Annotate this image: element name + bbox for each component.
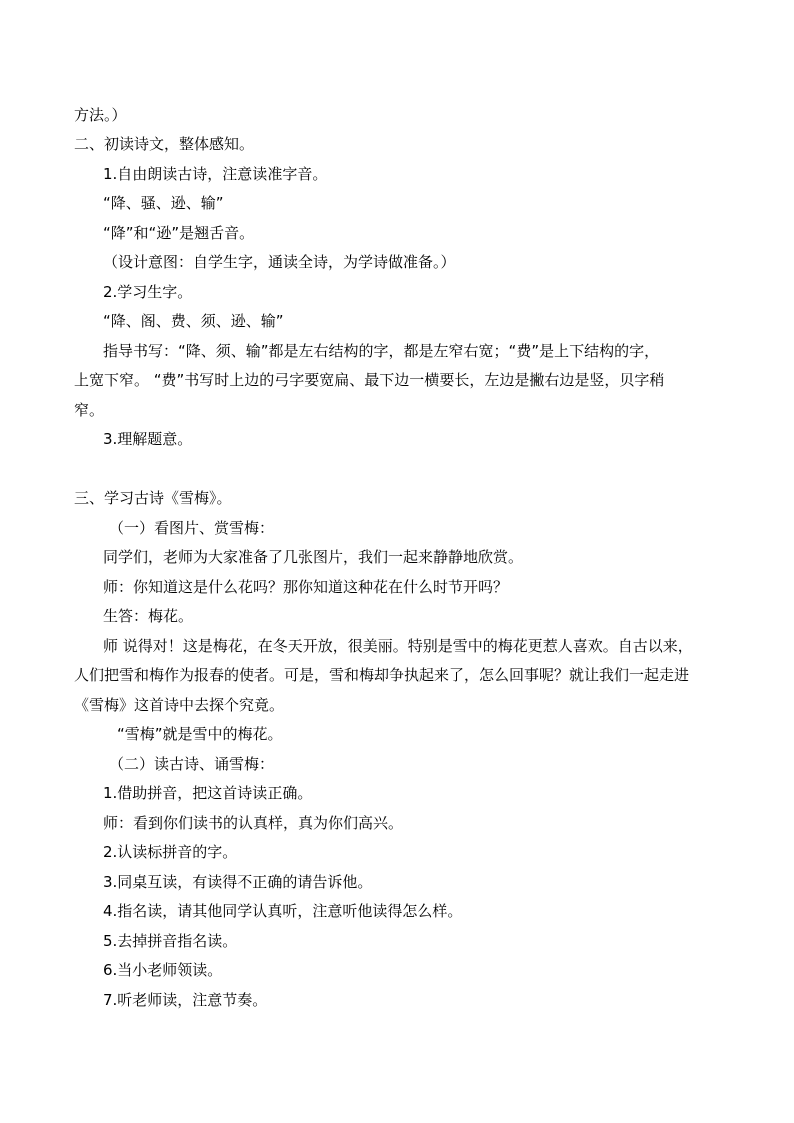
step-3: 3.同桌互读，有读得不正确的请告诉他。: [103, 873, 373, 891]
text-line: 生答：梅花。: [103, 607, 194, 625]
step-7: 7.听老师读，注意节奏。: [103, 991, 268, 1009]
step-2: 2.认读标拼音的字。: [103, 843, 238, 861]
design-intent-note: （设计意图：自学生字，通读全诗，为学诗做准备。）: [103, 253, 456, 271]
text-line: “降、阁、费、须、逊、输”: [103, 312, 284, 330]
section-heading-2: 二、初读诗文，整体感知。: [74, 135, 255, 153]
text-line: 师：你知道这是什么花吗？那你知道这种花在什么时节开吗？: [103, 578, 509, 596]
text-line-continuation: 方法。）: [74, 106, 127, 124]
text-line: “降”和“逊”是翘舌音。: [103, 224, 255, 242]
step-1: 1.自由朗读古诗，注意读准字音。: [103, 165, 328, 183]
text-line: “雪梅”就是雪中的梅花。: [117, 725, 283, 743]
text-line: 同学们，老师为大家准备了几张图片，我们一起来静静地欣赏。: [103, 548, 524, 566]
paragraph-writing-guide-cont: 窄。: [74, 401, 105, 419]
subsection-heading-2: （二）读古诗、诵雪梅：: [109, 755, 275, 773]
paragraph-teacher-cont: 《雪梅》这首诗中去探个究竟。: [74, 696, 285, 714]
paragraph-writing-guide-cont: 上宽下窄。 “费”书写时上边的弓字要宽扁、最下边一横要长，左边是撇右边是竖，贝字稍: [74, 371, 665, 389]
step-5: 5.去掉拼音指名读。: [103, 932, 238, 950]
step-1: 1.借助拼音，把这首诗读正确。: [103, 784, 313, 802]
step-6: 6.当小老师领读。: [103, 961, 223, 979]
text-line: “降、骚、逊、输”: [103, 194, 224, 212]
paragraph-teacher-cont: 人们把雪和梅作为报春的使者。可是，雪和梅却争执起来了，怎么回事呢？就让我们一起走进: [74, 666, 690, 684]
section-heading-3: 三、学习古诗《雪梅》。: [74, 489, 232, 507]
paragraph-writing-guide: 指导书写：“降、须、输”都是左右结构的字，都是左窄右宽；“费”是上下结构的字，: [103, 342, 660, 360]
text-line: 师：看到你们读书的认真样，真为你们高兴。: [103, 814, 404, 832]
subsection-heading-1: （一）看图片、赏雪梅：: [109, 519, 275, 537]
paragraph-teacher: 师 说得对！这是梅花，在冬天开放，很美丽。特别是雪中的梅花更惹人喜欢。自古以来，: [103, 637, 693, 655]
step-3: 3.理解题意。: [103, 430, 193, 448]
step-4: 4.指名读，请其他同学认真听，注意听他读得怎么样。: [103, 902, 463, 920]
step-2: 2.学习生字。: [103, 283, 193, 301]
